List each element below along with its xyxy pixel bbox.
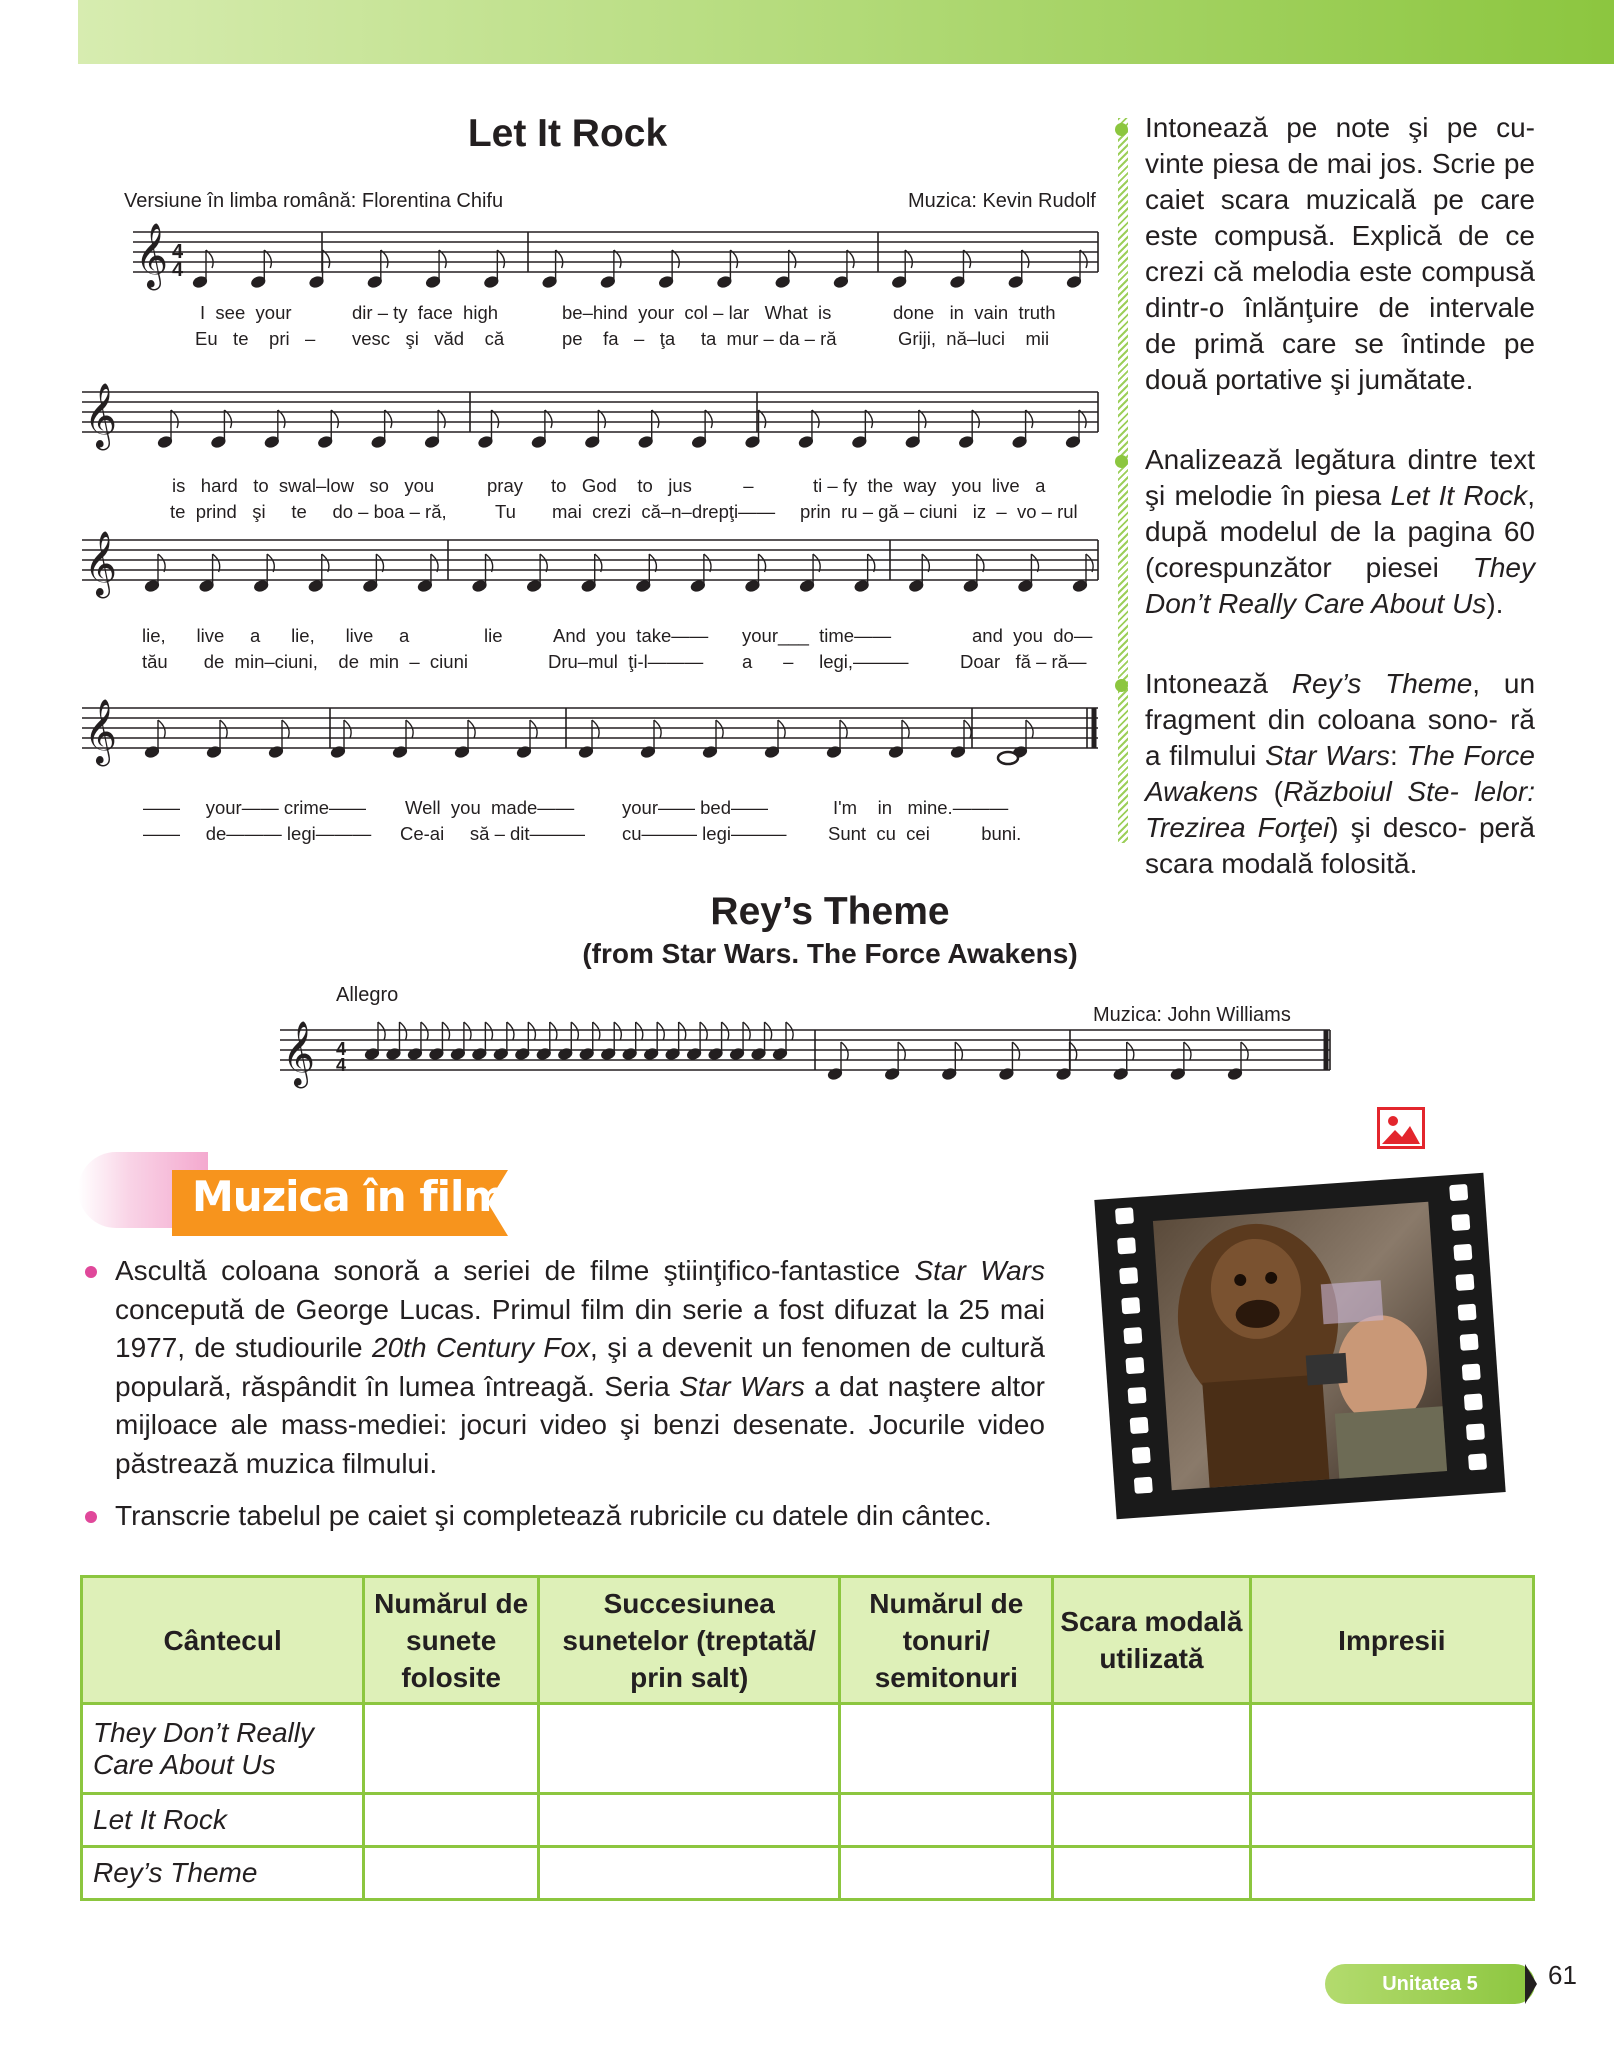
- note-flag: [716, 720, 723, 738]
- text-run: Intonează: [1145, 668, 1292, 699]
- film-sprocket: [1460, 1334, 1479, 1351]
- lyric-segment: be–hind your col – lar What is: [562, 302, 832, 323]
- song-name-cell: They Don’t Really Care About Us: [82, 1704, 364, 1794]
- note-flag: [722, 1022, 729, 1040]
- lyric-segment: mai crezi că–n–drepţi——: [552, 501, 776, 522]
- note-flag: [654, 720, 661, 738]
- lyric-segment: your—— bed——: [622, 797, 768, 818]
- table-header-row: [82, 1577, 1534, 1704]
- lyric-segment: Eu te pri –: [195, 328, 316, 349]
- badge-arrow: [1525, 1964, 1537, 2004]
- note-flag: [593, 1022, 600, 1040]
- note-flag: [657, 1022, 664, 1040]
- note-flag: [491, 410, 498, 428]
- bullet-item: [1145, 666, 1535, 882]
- lyric-segment: your___ time——: [742, 625, 892, 646]
- time-signature: 4: [172, 259, 184, 281]
- bullet-dot: [1115, 455, 1128, 468]
- lyric-segment: —— de——— legi———: [143, 823, 372, 844]
- empty-cell: [364, 1704, 539, 1794]
- note-flag: [406, 720, 413, 738]
- song-name-cell: Let It Rock: [82, 1794, 364, 1847]
- italic-title: Let It Rock: [1390, 480, 1528, 511]
- note-flag: [652, 410, 659, 428]
- note-flag: [1127, 1042, 1134, 1060]
- note-flag: [759, 410, 766, 428]
- note-flag: [841, 1042, 848, 1060]
- lyric-segment: a – legi,———: [742, 651, 909, 672]
- note-flag: [571, 1022, 578, 1040]
- empty-cell: [539, 1847, 840, 1900]
- note-flag: [464, 1022, 471, 1040]
- italic-title: The Force Awakens: [1145, 740, 1535, 807]
- time-signature: 4: [336, 1055, 347, 1075]
- note-flag: [224, 410, 231, 428]
- note-flag: [679, 1022, 686, 1040]
- note-flag: [902, 720, 909, 738]
- table-header-cell: Succesiunea sunetelor (treptată/ prin salt): [539, 1577, 840, 1704]
- film-sprocket: [1125, 1357, 1144, 1374]
- note-flag: [812, 410, 819, 428]
- note-flag: [468, 720, 475, 738]
- treble-clef-icon: 𝄞: [282, 1021, 316, 1086]
- italic-title: 20th Century Fox: [372, 1332, 591, 1363]
- lyric-segment: pe fa – ţa ta mur – da – ră: [562, 328, 837, 349]
- treble-clef-icon: 𝄞: [135, 223, 169, 288]
- song-name-cell: Rey’s Theme: [82, 1847, 364, 1900]
- tempo-marking: Allegro: [336, 984, 399, 1006]
- note-flag: [778, 720, 785, 738]
- image-icon[interactable]: [1377, 1107, 1425, 1149]
- note-flag: [1026, 720, 1033, 738]
- lyric-segment: Sunt cu cei buni.: [828, 823, 1022, 844]
- table-header-cell: Scara modală utilizată: [1053, 1577, 1251, 1704]
- film-sprocket: [1464, 1393, 1483, 1410]
- page-number: 61: [1548, 1960, 1577, 1990]
- note-flag: [485, 1022, 492, 1040]
- film-sprocket: [1455, 1274, 1474, 1291]
- film-sprocket: [1449, 1184, 1468, 1201]
- bullet-text: [1145, 442, 1535, 622]
- film-sprocket: [1123, 1327, 1142, 1344]
- note-flag: [598, 410, 605, 428]
- lyric-segment: Well you made——: [405, 797, 575, 818]
- film-sprocket: [1134, 1477, 1153, 1494]
- text-run: Analizează legătura dintre text şi melodie în piesa: [1145, 444, 1535, 511]
- note-flag: [530, 720, 537, 738]
- bullet-text: [1145, 666, 1535, 882]
- section-heading: Muzica în filme: [192, 1172, 534, 1221]
- music-credit: Muzica: Kevin Rudolf: [908, 190, 1096, 212]
- time-signature: 4: [172, 241, 184, 263]
- empty-cell: [1250, 1847, 1533, 1900]
- lyric-segment: lie, live a lie, live a: [142, 625, 410, 646]
- bullet-text: [115, 1497, 1045, 1536]
- note-flag: [158, 720, 165, 738]
- text-run: :: [1389, 740, 1407, 771]
- lyric-segment: And you take——: [553, 625, 709, 646]
- empty-cell: [1250, 1794, 1533, 1847]
- lyric-segment: is hard to swal–low so you: [172, 475, 435, 496]
- italic-title: Rey’s Theme: [1291, 668, 1473, 699]
- text-run: Ascultă coloana sonoră a seriei de filme ştiinţifico-fantastice: [115, 1255, 915, 1286]
- lyric-segment: cu——— legi———: [622, 823, 787, 844]
- time-signature: 4: [336, 1039, 347, 1059]
- table-header-cell: Cântecul: [82, 1577, 364, 1704]
- bullet-item: [115, 1497, 1045, 1536]
- note-flag: [507, 1022, 514, 1040]
- film-sprocket: [1119, 1267, 1138, 1284]
- note-flag: [898, 1042, 905, 1060]
- song-title-reys-theme: Rey’s Theme: [710, 890, 950, 933]
- text-run: a dat naştere altor mijloace ale mass-mediei: jocuri video şi benzi desenate. Jocurile video păstrează muzica filmului.: [115, 1370, 1046, 1479]
- note-flag: [442, 1022, 449, 1040]
- italic-title: Star Wars: [914, 1255, 1046, 1286]
- table-header-cell: Impresii: [1250, 1577, 1533, 1704]
- note-flag: [972, 410, 979, 428]
- treble-clef-icon: 𝄞: [84, 383, 118, 448]
- table-header-cell: Numărul de tonuri/ semitonuri: [840, 1577, 1053, 1704]
- note-flag: [1079, 410, 1086, 428]
- note-flag: [528, 1022, 535, 1040]
- table-row: [82, 1847, 1534, 1900]
- column-divider: [1118, 118, 1128, 843]
- film-sprocket: [1468, 1453, 1487, 1470]
- bullet-dot: [1115, 123, 1128, 136]
- lyric-segment: and you do—: [972, 625, 1093, 646]
- note-flag: [840, 720, 847, 738]
- lyric-segment: te prind şi te do – boa – ră,: [170, 501, 447, 522]
- bullet-item: [115, 1252, 1045, 1483]
- note-flag: [421, 1022, 428, 1040]
- lyric-segment: vesc şi văd că: [352, 328, 505, 349]
- empty-cell: [364, 1794, 539, 1847]
- bullet-dot: [85, 1266, 97, 1278]
- italic-title: Star Wars: [1265, 740, 1390, 771]
- lyric-segment: Dru–mul ţi-l———: [548, 651, 704, 672]
- bullet-dot: [85, 1511, 97, 1523]
- note-flag: [438, 410, 445, 428]
- italic-title: They Don’t Really Care About Us: [1145, 552, 1535, 619]
- empty-cell: [840, 1704, 1053, 1794]
- note-flag: [865, 410, 872, 428]
- note-flag: [636, 1022, 643, 1040]
- song-subtitle: (from Star Wars. The Force Awakens): [582, 938, 1078, 969]
- empty-cell: [364, 1847, 539, 1900]
- film-sprocket: [1121, 1297, 1140, 1314]
- note-flag: [282, 720, 289, 738]
- bullet-dot: [1115, 679, 1128, 692]
- note-flag: [550, 1022, 557, 1040]
- empty-cell: [539, 1704, 840, 1794]
- lyric-segment: Tu: [495, 501, 516, 522]
- note-flag: [1241, 1042, 1248, 1060]
- film-sprocket: [1132, 1447, 1151, 1464]
- empty-cell: [840, 1847, 1053, 1900]
- lyric-segment: dir – ty face high: [352, 302, 499, 323]
- empty-cell: [1250, 1704, 1533, 1794]
- lyric-segment: lie: [484, 625, 503, 646]
- note-flag: [344, 720, 351, 738]
- note-flag: [592, 720, 599, 738]
- song-title-let-it-rock: Let It Rock: [467, 112, 668, 155]
- note-flag: [1184, 1042, 1191, 1060]
- note-flag: [1026, 410, 1033, 428]
- text-run: ).: [1486, 588, 1504, 619]
- film-sprocket: [1128, 1387, 1147, 1404]
- film-sprocket: [1466, 1423, 1485, 1440]
- note-flag: [786, 1022, 793, 1040]
- table-body: [82, 1704, 1534, 1900]
- table-row: [82, 1794, 1534, 1847]
- lyric-segment: —— your—— crime——: [143, 797, 367, 818]
- italic-title: Războiul Ste- lelor: Trezirea Forţei: [1145, 776, 1535, 843]
- note-flag: [278, 410, 285, 428]
- treble-clef-icon: 𝄞: [84, 699, 118, 764]
- reys-music-credit: Muzica: John Williams: [1093, 1004, 1291, 1026]
- film-sprocket: [1462, 1364, 1481, 1381]
- lyric-segment: Doar fă – ră—: [960, 651, 1087, 672]
- lyric-segment: Ce-ai să – dit———: [400, 823, 586, 844]
- note-flag: [765, 1022, 772, 1040]
- text-run: , după modelul de la pagina 60 (corespunzător piesei: [1145, 480, 1535, 583]
- text-run: ) şi desco- peră scara modală folosită.: [1145, 812, 1535, 879]
- film-sprocket: [1458, 1304, 1477, 1321]
- note-flag: [614, 1022, 621, 1040]
- note-flag: [545, 410, 552, 428]
- lyrics-credit: Versiune în limba română: Florentina Chifu: [124, 190, 504, 212]
- text-run: Intonează pe note şi pe cu- vinte piesa de mai jos. Scrie pe caiet scara muzicală pe care este compusă. Explică de ce crezi că melodia este compusă dintr-o înlănţuire de intervale de primă care se întinde pe două portative şi jumătate.: [1145, 112, 1535, 395]
- note-flag: [964, 720, 971, 738]
- film-sprocket: [1115, 1207, 1134, 1224]
- empty-cell: [1053, 1704, 1251, 1794]
- bullet-item: [1145, 442, 1535, 622]
- text-run: (: [1258, 776, 1283, 807]
- note-flag: [385, 410, 392, 428]
- unit-badge: Unitatea 5: [1325, 1964, 1535, 2004]
- data-table: [80, 1575, 1535, 1901]
- bullet-item: [1145, 110, 1535, 398]
- table-row: [82, 1704, 1534, 1794]
- bullet-text: [1145, 110, 1535, 398]
- treble-clef-icon: 𝄞: [84, 531, 118, 596]
- text-run: concepută de George Lucas. Primul film din serie a fost difuzat la 25 mai 1977, de studiourile: [115, 1293, 1045, 1363]
- italic-title: Star Wars: [679, 1370, 805, 1402]
- bullet-text: [115, 1252, 1045, 1483]
- note-flag: [743, 1022, 750, 1040]
- text-run: , un fragment din coloana sono- ră a filmului: [1145, 668, 1536, 771]
- whole-note: [998, 752, 1018, 764]
- note-flag: [378, 1022, 385, 1040]
- lyric-segment: to God to jus –: [551, 475, 754, 496]
- text-run: Transcrie tabelul pe caiet şi completează rubricile cu datele din cântec.: [115, 1500, 992, 1531]
- lyric-segment: tău de min–ciuni, de min – ciuni: [142, 651, 468, 672]
- note-flag: [700, 1022, 707, 1040]
- note-flag: [399, 1022, 406, 1040]
- film-sprocket: [1130, 1417, 1149, 1434]
- lyric-segment: I see your: [200, 302, 292, 323]
- film-strip-photo: [1090, 1166, 1510, 1526]
- note-flag: [220, 720, 227, 738]
- lyric-segment: prin ru – gă – ciuni iz – vo – rul: [800, 501, 1078, 522]
- text-run: , şi a devenit un fenomen de cultură populară, răspândit în lumea întreagă. Seria: [115, 1332, 1045, 1402]
- note-flag: [331, 410, 338, 428]
- note-flag: [705, 410, 712, 428]
- note-flag: [919, 410, 926, 428]
- lyric-segment: done in vain truth: [893, 302, 1056, 323]
- empty-cell: [1053, 1847, 1251, 1900]
- lyric-segment: I'm in mine.———: [833, 797, 1009, 818]
- note-flag: [955, 1042, 962, 1060]
- film-sprocket: [1451, 1214, 1470, 1231]
- empty-cell: [1053, 1794, 1251, 1847]
- note-flag: [1012, 1042, 1019, 1060]
- table-header-cell: Numărul de sunete folosite: [364, 1577, 539, 1704]
- lyric-segment: Griji, nă–luci mii: [898, 328, 1050, 349]
- empty-cell: [840, 1794, 1053, 1847]
- note-flag: [171, 410, 178, 428]
- film-sprocket: [1453, 1244, 1472, 1261]
- lyric-segment: pray: [487, 475, 523, 496]
- empty-cell: [539, 1794, 840, 1847]
- film-sprocket: [1117, 1237, 1136, 1254]
- lyric-segment: ti – fy the way you live a: [813, 475, 1046, 496]
